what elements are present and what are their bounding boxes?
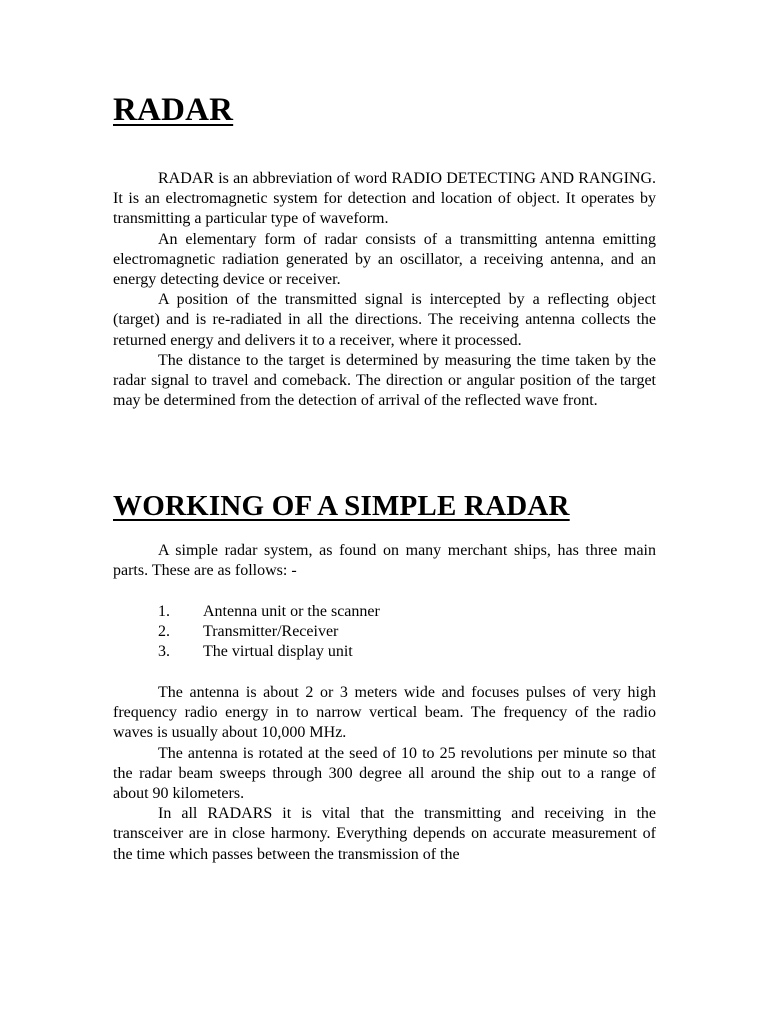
list-item bbox=[158, 622, 380, 642]
list-item bbox=[158, 602, 380, 622]
paragraph: The antenna is about 2 or 3 meters wide and focuses pulses of very high frequency radio energy in to narrow vertical beam. The frequency of the radio waves is usually about 10,000 MHz. bbox=[113, 684, 656, 742]
working-body bbox=[113, 683, 656, 865]
list-item-number: 3. bbox=[158, 643, 170, 661]
list-item-text: Transmitter/Receiver bbox=[203, 623, 339, 641]
paragraph: A simple radar system, as found on many merchant ships, has three main parts. These are as follows: - bbox=[113, 542, 656, 580]
list-item bbox=[158, 642, 380, 662]
paragraph: The distance to the target is determined by measuring the time taken by the radar signal to travel and comeback. The direction or angular position of the target may be determined from the detection of arrival of the reflected wave front. bbox=[113, 351, 656, 410]
list-item-text: Antenna unit or the scanner bbox=[203, 603, 380, 620]
list-item-text: The virtual display unit bbox=[203, 643, 353, 661]
paragraph: RADAR is an abbreviation of word RADIO DETECTING AND RANGING. It is an electromagnetic system for detection and location of object. It operates by transmitting a particular type of waveform. bbox=[113, 170, 656, 228]
radar-body bbox=[113, 169, 656, 411]
paragraph: A position of the transmitted signal is intercepted by a reflecting object (target) and is re-radiated in all the directions. The receiving antenna collects the returned energy and delivers it to a receiver, where it processed. bbox=[113, 291, 656, 349]
paragraph: The antenna is rotated at the seed of 10 to 25 revolutions per minute so that the radar beam sweeps through 300 degree all around the ship out to a range of about 90 kilometers. bbox=[113, 744, 656, 803]
section-heading-radar: RADAR bbox=[113, 92, 234, 128]
working-intro bbox=[113, 541, 656, 581]
radar-parts-list bbox=[158, 602, 380, 663]
list-item-number: 1. bbox=[158, 603, 170, 620]
paragraph: In all RADARS it is vital that the transmitting and receiving in the transceiver are in close harmony. Everything depends on accurate measurement of the time which passes between the transmission of the bbox=[113, 805, 656, 863]
paragraph: An elementary form of radar consists of a transmitting antenna emitting electromagnetic radiation generated by an oscillator, a receiving antenna, and an energy detecting device or receiver. bbox=[113, 230, 656, 289]
list-item-number: 2. bbox=[158, 623, 170, 641]
section-heading-working: WORKING OF A SIMPLE RADAR bbox=[113, 490, 570, 522]
